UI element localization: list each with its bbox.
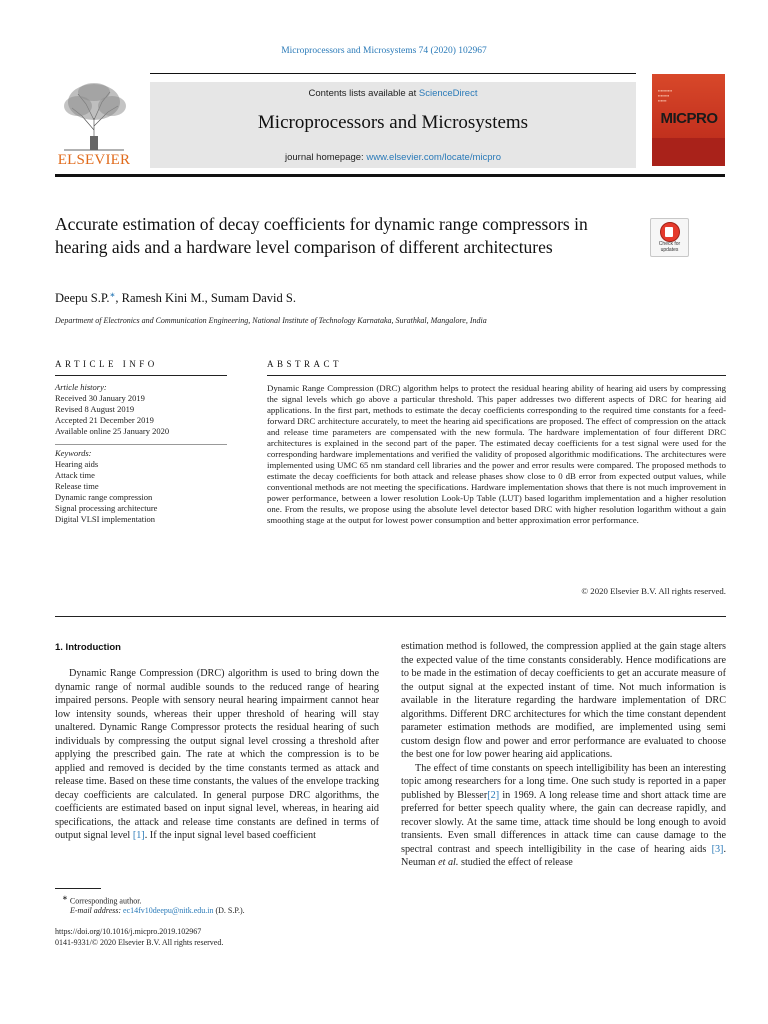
article-info-heading: ARTICLE INFO (55, 359, 158, 369)
text-run: . If the input signal level based coefficient (144, 830, 316, 841)
corresponding-author-note (62, 894, 141, 906)
journal-cover-image[interactable] (652, 74, 725, 166)
text-run: Dynamic Range Compression (DRC) algorithm is used to bring down the dynamic range of normal audible sounds to the reduced range of hearing impaired persons. People with sensory neural hearing impairment cannot hear low intensity sounds, whereas their upper threshold of hearing will stay unaltered. Dynamic Range Compressor protects the residual hearing of such individuals by compressing the output signal level crossing a threshold after applying the prescribed gain. The rate at which the compression is to be applied and removed is decided by the time constants termed as attack and release time. Based on these time constants, the values of the envelope tracking decay coefficients are calculated. In general purpose DRC algorithms, the coefficients are estimated based on input signal level, whereas, in hearing aid specifications, the attack and release time constants are defined in terms of output signal level (55, 668, 379, 841)
cover-title: MICPRO (660, 110, 718, 127)
homepage-line (150, 152, 636, 163)
author-name[interactable]: Sumam David S. (210, 291, 296, 306)
footnote-mark: ∗ (62, 894, 68, 902)
article-history (55, 382, 227, 437)
journal-title: Microprocessors and Microsystems (257, 112, 529, 133)
email-label: E-mail address: (70, 906, 122, 915)
issn-copyright: 0141-9331/© 2020 Elsevier B.V. All rights reserved. (55, 938, 224, 947)
cover-decoration: ▪▪▪▪▪▪▪▪▪▪ ▪▪▪▪▪▪▪▪ ▪▪▪▪▪▪ (658, 88, 673, 103)
right-column (401, 640, 726, 870)
cover-stripe (652, 138, 725, 166)
header-rule-bottom (55, 174, 725, 177)
email-suffix: (D. S.P.). (213, 906, 245, 915)
abstract-rule (267, 375, 726, 376)
keyword: Hearing aids (55, 459, 99, 469)
bookmark-icon (660, 222, 680, 242)
author-list: Deepu S.P.∗, Ramesh Kini M., Sumam David S. (55, 291, 296, 306)
journal-citation[interactable]: Microprocessors and Microsystems 74 (2020) 102967 (281, 46, 487, 56)
doi-link[interactable]: https://doi.org/10.1016/j.micpro.2019.102967 (55, 927, 202, 936)
info-divider (55, 444, 227, 445)
footnote-rule (55, 888, 101, 889)
author-name[interactable]: Ramesh Kini M. (121, 291, 205, 306)
citation-link[interactable]: [3] (711, 843, 724, 855)
intro-paragraph (401, 762, 726, 870)
contents-line (150, 88, 636, 99)
text-run: in 1969. A long release time and short attack time are preferred for better speech quality where, the gain can decrease rapidly, and recover slowly. At the same time, attack time should be long enough to avoid transients. Even small differences in attack time can cause damage to the spectral contrast and speech intelligibility in the case of hearing aids (401, 789, 726, 855)
history-item: Revised 8 August 2019 (55, 404, 135, 414)
keyword: Dynamic range compression (55, 492, 153, 502)
keyword: Digital VLSI implementation (55, 514, 155, 524)
keyword: Signal processing architecture (55, 503, 158, 513)
keyword: Attack time (55, 470, 95, 480)
abstract-body: Dynamic Range Compression (DRC) algorithm helps to protect the residual hearing ability of hearing aid users by compressing the signal levels which go above a particular threshold. This paper addresses two different aspects of DRC for hearing aid applications. In the first part, methods to estimate the decay coefficients corresponding to the required time constants for a feed-forward DRC architecture accurately, to meet the hearing aid specifications are proposed. The effect of compression on the attack and release time parameters are compensated with the new formula. The hardware implementation of four different DRC architectures is explained in the second part of the paper. The estimated decay coefficients for a test signal were used for the corresponding hardware implementations and verified the validity of proposed algorithmic modifications. The architectures were implemented using UMC 65 nm standard cell libraries and the power and error results were compared. The proposed methods to estimate the decay coefficients for both attack and release phases show close to 0 dB error from expected output values, while conventional methods are not meeting the specifications. Hardware implementation shows that there is not much improvement in power performance, between a lower resolution Look-Up Table (LUT) based logarithm implementation and a higher resolution one. From the results, we propose using the absolute level detector based DRC with higher resolution logarithm without a gain smoothing stage at the output for lowest power consumption and better approximation error performance. (267, 383, 726, 525)
keywords-label: Keywords: (55, 448, 92, 458)
text-run: et al. (438, 857, 459, 868)
text-run: studied the effect of release (458, 857, 573, 868)
corresponding-author-mark[interactable]: ∗ (109, 291, 116, 299)
article-info-rule (55, 375, 227, 376)
abstract-copyright: © 2020 Elsevier B.V. All rights reserved. (581, 586, 726, 596)
email-note (70, 906, 245, 915)
intro-paragraph (55, 667, 379, 843)
left-column (55, 667, 379, 843)
footnote-text: Corresponding author. (69, 896, 142, 906)
homepage-prefix: journal homepage: (285, 152, 367, 163)
history-label: Article history: (55, 382, 107, 392)
journal-homepage-link[interactable]: www.elsevier.com/locate/micpro (366, 152, 501, 163)
email-link[interactable]: ec14fv10deepu@nitk.edu.in (123, 906, 214, 915)
abstract-end-rule (55, 616, 726, 617)
history-item: Available online 25 January 2020 (55, 426, 170, 436)
elsevier-wordmark: ELSEVIER (57, 152, 131, 168)
text-run: . Neuman (401, 843, 726, 868)
author-name[interactable]: Deepu S.P. (55, 291, 110, 306)
check-updates-label: Check for updates (658, 241, 681, 253)
intro-paragraph: estimation method is followed, the compression applied at the gain stage alters the expected value of the time constants considerably. Hence modifications are to be made in the estimation of decay coefficients to get an accurate measure of the output signal at the expected instant of time. Not much information is available in the literature regarding the hardware implementation of DRC algorithms. Different DRC architectures for which the time constant dependent parameter estimation methods are modified, are implemented using semi custom design flow and power and error performance are evaluated to choose the best one for low power hearing aid applications. (401, 641, 726, 760)
sciencedirect-link[interactable]: ScienceDirect (418, 88, 478, 99)
affiliation: Department of Electronics and Communication Engineering, National Institute of Technology Karnataka, Surathkal, Mangalore, India (55, 316, 487, 325)
history-item: Accepted 21 December 2019 (55, 415, 154, 425)
keyword: Release time (55, 481, 99, 491)
introduction-heading: 1. Introduction (55, 642, 121, 653)
keywords (55, 448, 227, 525)
check-for-updates-button[interactable] (650, 218, 689, 257)
abstract-heading: ABSTRACT (267, 359, 343, 369)
citation-link[interactable]: [1] (132, 830, 145, 841)
text-run: The effect of time constants on speech intelligibility has been an interesting topic among researchers for a long time. One such study is reported in a paper published by Blesser (401, 762, 726, 801)
journal-header-box (150, 82, 636, 168)
paper-title: Accurate estimation of decay coefficients for dynamic range compressors in hearing aids and a hardware level comparison of different architectures (55, 214, 588, 257)
citation-link[interactable]: [2] (487, 789, 500, 801)
contents-prefix: Contents lists available at (308, 88, 419, 99)
header-rule-top (150, 73, 636, 74)
history-item: Received 30 January 2019 (55, 393, 145, 403)
